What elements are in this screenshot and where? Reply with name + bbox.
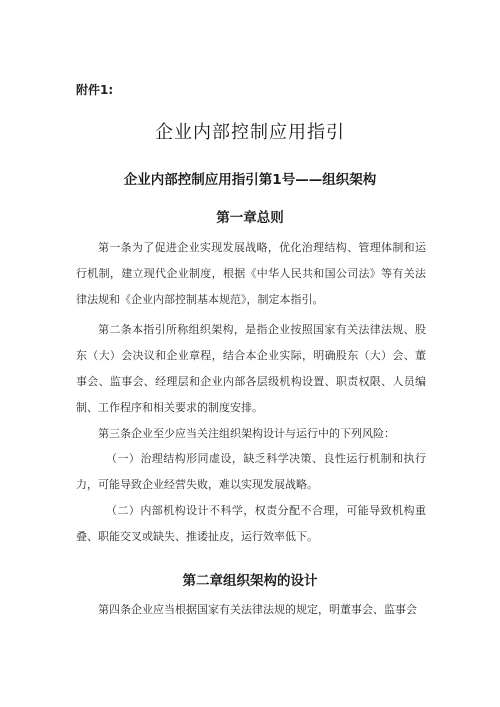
chapter-heading-1: 第一章总则 — [216, 210, 284, 226]
paragraph-article-4: 第四条企业应当根据国家有关法律法规的规定，明董事会、监事会 — [98, 603, 417, 616]
paragraph-article-2: 第二条本指引所称组织架构，是指企业按照国家有关法律法规、股东（大）会决议和企业章程，结合本企业实际，明确股东（大）会、董事会、监事会、经理层和企业内部各层级机构设置、职责权限、人员编制、工作程序和相关要求的制度安排。 — [76, 323, 426, 414]
paragraph-risk-2: （二）内部机构设计不科学，权责分配不合理，可能导致机构重叠、职能交叉或缺失、推诿扯皮，运行效率低下。 — [76, 504, 426, 543]
document-title: 企业内部控制应用指引 — [155, 122, 345, 143]
paragraph-article-3: 第三条企业至少应当关注组织架构设计与运行中的下列风险： — [98, 427, 395, 440]
document-subtitle: 企业内部控制应用指引第1号——组织架构 — [123, 172, 377, 188]
attachment-label: 附件1: — [76, 83, 114, 97]
paragraph-article-1: 第一条为了促进企业实现发展战略，优化治理结构、管理体制和运行机制，建立现代企业制度，根据《中华人民共和国公司法》等有关法律法规和《企业内部控制基本规范》，制定本指引。 — [76, 241, 426, 306]
paragraph-risk-1: （一）治理结构形同虚设，缺乏科学决策、良性运行机制和执行力，可能导致企业经营失败，难以实现发展战略。 — [76, 452, 426, 491]
chapter-heading-2: 第二章组织架构的设计 — [182, 573, 318, 589]
